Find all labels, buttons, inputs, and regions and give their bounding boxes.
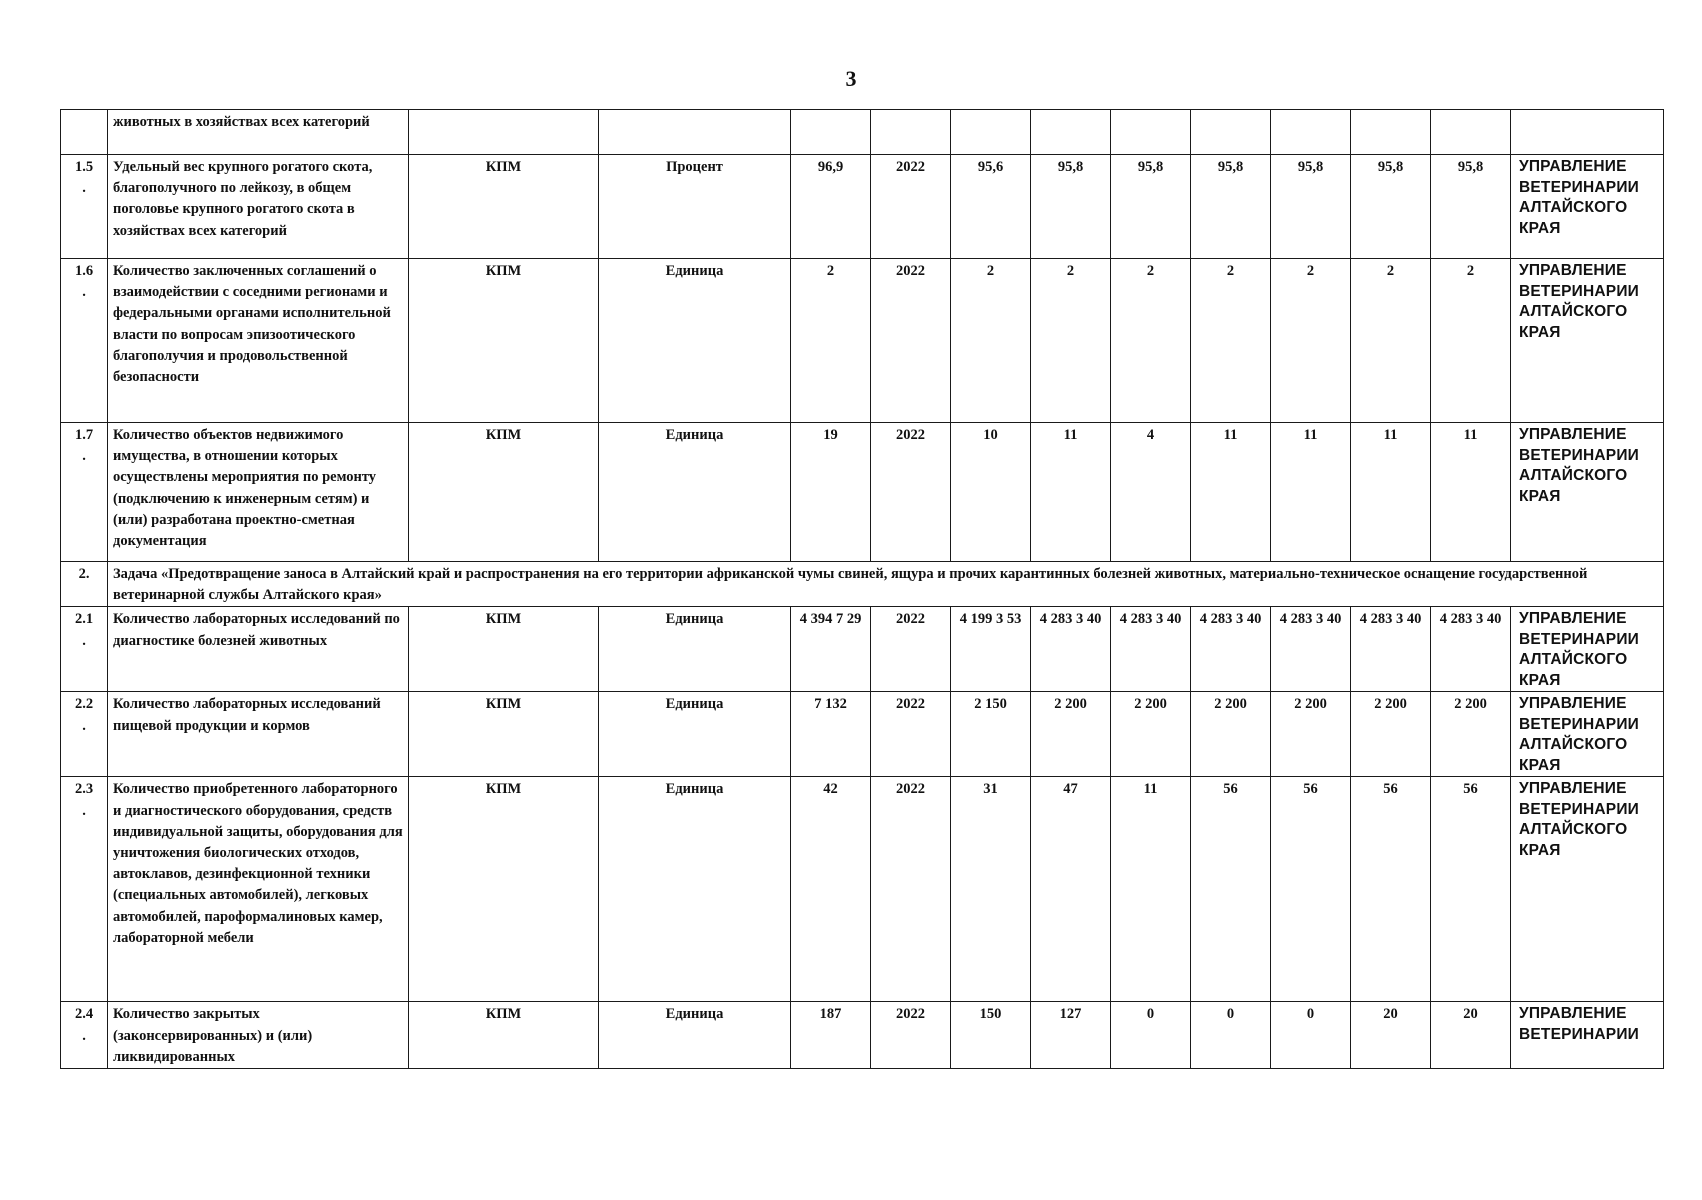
value-cell xyxy=(951,110,1031,155)
value-cell: 11 xyxy=(1271,423,1351,562)
task-text-cell: Задача «Предотвращение заноса в Алтайский край и распространения на его территории африканской чумы свиней, ящура и прочих карантинных болезней животных, материально-техническое оснащение государственной ветеринарной службы Алтайского края» xyxy=(108,562,1664,607)
indicator-type-cell: КПМ xyxy=(409,1002,599,1069)
value-cell: 47 xyxy=(1031,777,1111,1002)
owner-cell: УПРАВЛЕНИЕ ВЕТЕРИНАРИИ xyxy=(1511,1002,1664,1069)
task-number-cell: 2. xyxy=(61,562,108,607)
unit-cell: Единица xyxy=(599,423,791,562)
base-year-cell xyxy=(871,110,951,155)
value-cell: 4 xyxy=(1111,423,1191,562)
unit-cell: Единица xyxy=(599,607,791,692)
value-cell xyxy=(1031,110,1111,155)
unit-cell xyxy=(599,110,791,155)
row-number-dot: . xyxy=(82,284,86,301)
base-year-cell: 2022 xyxy=(871,155,951,259)
indicator-name-cell: Количество объектов недвижимого имущества, в отношении которых осуществлены мероприятия по ремонту (подключению к инженерным сетям) и (или) разработана проектно-сметная документация xyxy=(108,423,409,562)
base-value-cell: 2 xyxy=(791,259,871,423)
row-number-cell xyxy=(61,1002,108,1069)
indicator-name-cell: Количество закрытых (законсервированных) и (или) ликвидированных xyxy=(108,1002,409,1069)
value-cell: 4 283 3 40 xyxy=(1431,607,1511,692)
indicator-name-cell: животных в хозяйствах всех категорий xyxy=(108,110,409,155)
value-cell xyxy=(1191,110,1271,155)
row-number: 1.5 xyxy=(74,159,94,175)
value-cell: 56 xyxy=(1351,777,1431,1002)
value-cell: 56 xyxy=(1271,777,1351,1002)
value-cell: 2 200 xyxy=(1351,692,1431,777)
value-cell: 56 xyxy=(1191,777,1271,1002)
row-number-cell xyxy=(61,110,108,155)
value-cell: 10 xyxy=(951,423,1031,562)
row-number-cell xyxy=(61,155,108,259)
base-value-cell: 7 132 xyxy=(791,692,871,777)
value-cell: 2 200 xyxy=(1031,692,1111,777)
base-year-cell: 2022 xyxy=(871,692,951,777)
page-number: 3 xyxy=(845,66,857,91)
value-cell: 4 283 3 40 xyxy=(1111,607,1191,692)
value-cell: 11 xyxy=(1031,423,1111,562)
row-number-dot: . xyxy=(82,448,86,465)
table-row xyxy=(61,692,1664,777)
table-row xyxy=(61,423,1664,562)
value-cell: 11 xyxy=(1191,423,1271,562)
base-year-cell: 2022 xyxy=(871,423,951,562)
indicator-name-cell: Количество приобретенного лабораторного и диагностического оборудования, средств индивидуальной защиты, оборудования для уничтожения биологических отходов, автоклавов, дезинфекционной техники (специальных автомобилей), легковых автомобилей, пароформалиновых камер, лабораторной мебели xyxy=(108,777,409,1002)
row-number-cell xyxy=(61,259,108,423)
row-number-dot: . xyxy=(82,802,86,819)
value-cell: 150 xyxy=(951,1002,1031,1069)
base-year-cell: 2022 xyxy=(871,607,951,692)
row-number: 2.3 xyxy=(74,781,94,798)
row-number: 2.1 xyxy=(74,611,94,628)
base-year-cell: 2022 xyxy=(871,777,951,1002)
owner-cell: УПРАВЛЕНИЕ ВЕТЕРИНАРИИ АЛТАЙСКОГО КРАЯ xyxy=(1511,777,1664,1002)
row-number-cell xyxy=(61,777,108,1002)
row-number: 1.6 xyxy=(74,263,94,279)
owner-cell: УПРАВЛЕНИЕ ВЕТЕРИНАРИИ АЛТАЙСКОГО КРАЯ xyxy=(1511,259,1664,423)
value-cell: 0 xyxy=(1191,1002,1271,1069)
value-cell xyxy=(1271,110,1351,155)
value-cell: 20 xyxy=(1431,1002,1511,1069)
owner-cell: УПРАВЛЕНИЕ ВЕТЕРИНАРИИ АЛТАЙСКОГО КРАЯ xyxy=(1511,423,1664,562)
row-number-dot: . xyxy=(82,180,86,197)
indicator-type-cell: КПМ xyxy=(409,423,599,562)
value-cell: 127 xyxy=(1031,1002,1111,1069)
row-number-cell xyxy=(61,423,108,562)
value-cell: 95,8 xyxy=(1431,155,1511,259)
value-cell: 4 283 3 40 xyxy=(1031,607,1111,692)
base-year-cell: 2022 xyxy=(871,1002,951,1069)
owner-cell: УПРАВЛЕНИЕ ВЕТЕРИНАРИИ АЛТАЙСКОГО КРАЯ xyxy=(1511,692,1664,777)
value-cell: 0 xyxy=(1111,1002,1191,1069)
value-cell: 11 xyxy=(1111,777,1191,1002)
value-cell xyxy=(1431,110,1511,155)
value-cell: 95,8 xyxy=(1111,155,1191,259)
row-number: 2.2 xyxy=(74,696,94,713)
value-cell xyxy=(1111,110,1191,155)
value-cell: 4 283 3 40 xyxy=(1271,607,1351,692)
indicator-type-cell: КПМ xyxy=(409,155,599,259)
value-cell: 2 150 xyxy=(951,692,1031,777)
indicator-name-cell: Количество заключенных соглашений о взаимодействии с соседними регионами и федеральными органами исполнительной власти по вопросам эпизоотического благополучия и продовольственной безопасности xyxy=(108,259,409,423)
table-row xyxy=(61,777,1664,1002)
table-row xyxy=(61,155,1664,259)
value-cell: 2 xyxy=(1431,259,1511,423)
value-cell: 20 xyxy=(1351,1002,1431,1069)
owner-cell: УПРАВЛЕНИЕ ВЕТЕРИНАРИИ АЛТАЙСКОГО КРАЯ xyxy=(1511,155,1664,259)
value-cell: 0 xyxy=(1271,1002,1351,1069)
value-cell: 95,6 xyxy=(951,155,1031,259)
table-row-continuation xyxy=(61,110,1664,155)
value-cell: 2 xyxy=(1031,259,1111,423)
row-number-cell xyxy=(61,607,108,692)
base-value-cell: 19 xyxy=(791,423,871,562)
value-cell: 95,8 xyxy=(1191,155,1271,259)
base-value-cell: 187 xyxy=(791,1002,871,1069)
owner-cell: УПРАВЛЕНИЕ ВЕТЕРИНАРИИ АЛТАЙСКОГО КРАЯ xyxy=(1511,607,1664,692)
row-number-cell xyxy=(61,692,108,777)
unit-cell: Единица xyxy=(599,692,791,777)
unit-cell: Процент xyxy=(599,155,791,259)
value-cell: 4 283 3 40 xyxy=(1191,607,1271,692)
unit-cell: Единица xyxy=(599,777,791,1002)
value-cell: 11 xyxy=(1431,423,1511,562)
indicator-type-cell xyxy=(409,110,599,155)
indicator-type-cell: КПМ xyxy=(409,259,599,423)
table-row xyxy=(61,607,1664,692)
value-cell xyxy=(1351,110,1431,155)
base-value-cell xyxy=(791,110,871,155)
indicator-name-cell: Количество лабораторных исследований по диагностике болезней животных xyxy=(108,607,409,692)
indicators-table xyxy=(60,109,1664,1069)
value-cell: 4 283 3 40 xyxy=(1351,607,1431,692)
table-row-task xyxy=(61,562,1664,607)
row-number-dot: . xyxy=(82,717,86,734)
value-cell: 2 xyxy=(1351,259,1431,423)
value-cell: 95,8 xyxy=(1271,155,1351,259)
base-value-cell: 42 xyxy=(791,777,871,1002)
indicator-type-cell: КПМ xyxy=(409,692,599,777)
base-value-cell: 4 394 7 29 xyxy=(791,607,871,692)
base-value-cell: 96,9 xyxy=(791,155,871,259)
value-cell: 2 xyxy=(1111,259,1191,423)
indicator-name-cell: Количество лабораторных исследований пищевой продукции и кормов xyxy=(108,692,409,777)
value-cell: 4 199 3 53 xyxy=(951,607,1031,692)
base-year-cell: 2022 xyxy=(871,259,951,423)
value-cell: 95,8 xyxy=(1031,155,1111,259)
row-number-dot: . xyxy=(82,1027,86,1044)
value-cell: 2 xyxy=(1191,259,1271,423)
unit-cell: Единица xyxy=(599,1002,791,1069)
value-cell: 2 200 xyxy=(1271,692,1351,777)
row-number-dot: . xyxy=(82,632,86,649)
row-number: 1.7 xyxy=(74,427,94,443)
table-row xyxy=(61,1002,1664,1069)
indicator-type-cell: КПМ xyxy=(409,607,599,692)
unit-cell: Единица xyxy=(599,259,791,423)
value-cell: 11 xyxy=(1351,423,1431,562)
indicator-type-cell: КПМ xyxy=(409,777,599,1002)
row-number: 2.4 xyxy=(74,1006,94,1023)
value-cell: 2 xyxy=(1271,259,1351,423)
value-cell: 2 200 xyxy=(1111,692,1191,777)
table-row xyxy=(61,259,1664,423)
value-cell: 2 200 xyxy=(1431,692,1511,777)
indicator-name-cell: Удельный вес крупного рогатого скота, благополучного по лейкозу, в общем поголовье крупного рогатого скота в хозяйствах всех категорий xyxy=(108,155,409,259)
value-cell: 56 xyxy=(1431,777,1511,1002)
value-cell: 2 xyxy=(951,259,1031,423)
value-cell: 31 xyxy=(951,777,1031,1002)
value-cell: 2 200 xyxy=(1191,692,1271,777)
owner-cell xyxy=(1511,110,1664,155)
value-cell: 95,8 xyxy=(1351,155,1431,259)
